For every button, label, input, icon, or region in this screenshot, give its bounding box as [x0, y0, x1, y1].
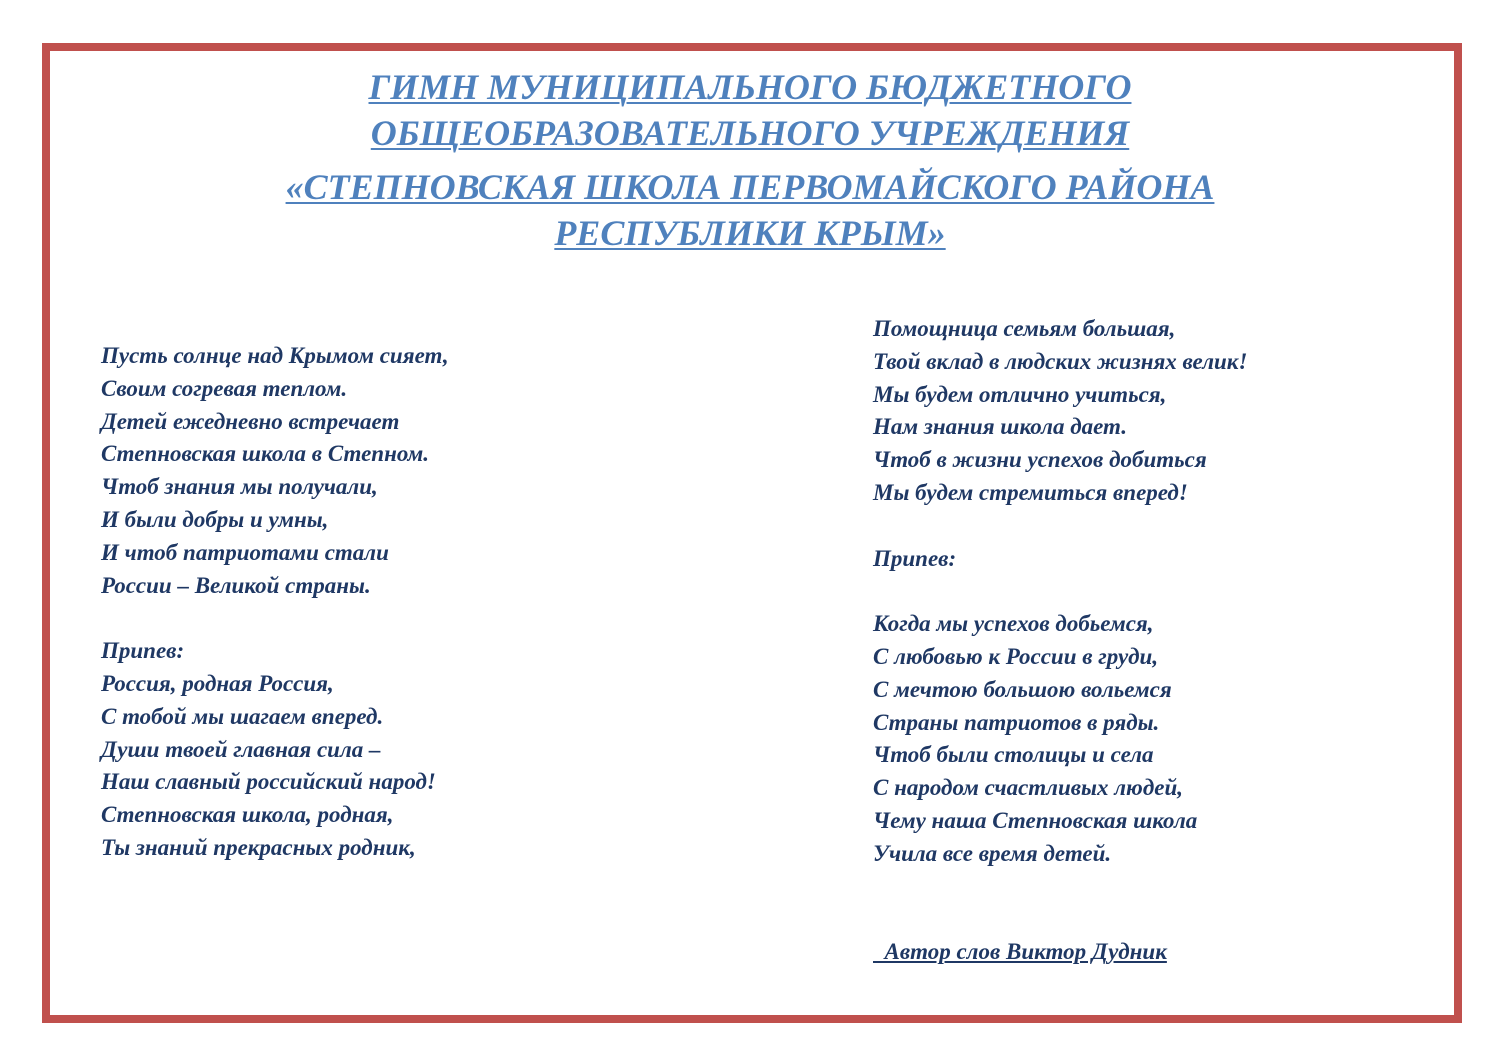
stanza-gap: [873, 510, 1247, 543]
title-line-2: ОБЩЕОБРАЗОВАТЕЛЬНОГО УЧРЕЖДЕНИЯ: [370, 113, 1130, 153]
anthem-title: [60, 64, 1440, 256]
verse-line: И чтоб патриотами стали: [101, 539, 389, 565]
verse-line: Мы будем стремиться вперед!: [873, 479, 1188, 505]
right-column: [873, 313, 1247, 871]
verse-line: С народом счастливых людей,: [873, 775, 1184, 801]
chorus-label: Припев:: [101, 638, 185, 664]
left-column: [101, 340, 449, 865]
verse-line: России – Великой страны.: [101, 572, 371, 598]
verse-line: С мечтою большою вольемся: [873, 676, 1172, 702]
title-line-1: ГИМН МУНИЦИПАЛЬНОГО БЮДЖЕТНОГО: [368, 67, 1132, 107]
verse-line: С любовью к России в груди,: [873, 643, 1159, 669]
chorus-line: Ты знаний прекрасных родник,: [101, 834, 416, 860]
verse-line: Чтоб знания мы получали,: [101, 474, 378, 500]
author-credit: Автор слов Виктор Дудник: [873, 939, 1167, 964]
stanza-gap: [101, 602, 449, 635]
verse-line: Чтоб были столицы и села: [873, 742, 1154, 768]
verse-line: Нам знания школа дает.: [873, 414, 1127, 440]
verse-line: И были добры и умны,: [101, 506, 329, 532]
chorus-line: Наш славный российский народ!: [101, 769, 436, 795]
verse-line: Степновская школа в Степном.: [101, 441, 429, 467]
stanza-gap: [873, 575, 1247, 608]
verse-line: Своим согревая теплом.: [101, 375, 348, 401]
chorus-line: С тобой мы шагаем вперед.: [101, 703, 384, 729]
verse-line: Мы будем отлично учиться,: [873, 381, 1167, 407]
verse-line: Пусть солнце над Крымом сияет,: [101, 343, 449, 368]
verse-line: Детей ежедневно встречает: [101, 408, 400, 434]
chorus-label: Припев:: [873, 545, 957, 571]
verse-line: Помощница семьям большая,: [873, 316, 1176, 341]
chorus-line: Души твоей главная сила –: [101, 736, 381, 762]
verse-line: Чему наша Степновская школа: [873, 807, 1198, 833]
title-line-4: РЕСПУБЛИКИ КРЫМ»: [554, 213, 946, 253]
verse-line: Когда мы успехов добьемся,: [873, 611, 1154, 637]
verse-line: Твой вклад в людских жизнях велик!: [873, 348, 1248, 374]
chorus-line: Степновская школа, родная,: [101, 802, 394, 828]
verse-line: Страны патриотов в ряды.: [873, 709, 1160, 735]
verse-line: Чтоб в жизни успехов добиться: [873, 447, 1207, 473]
verse-line: Учила все время детей.: [873, 840, 1112, 866]
title-line-3: «СТЕПНОВСКАЯ ШКОЛА ПЕРВОМАЙСКОГО РАЙОНА: [285, 167, 1215, 207]
chorus-line: Россия, родная Россия,: [101, 670, 334, 696]
